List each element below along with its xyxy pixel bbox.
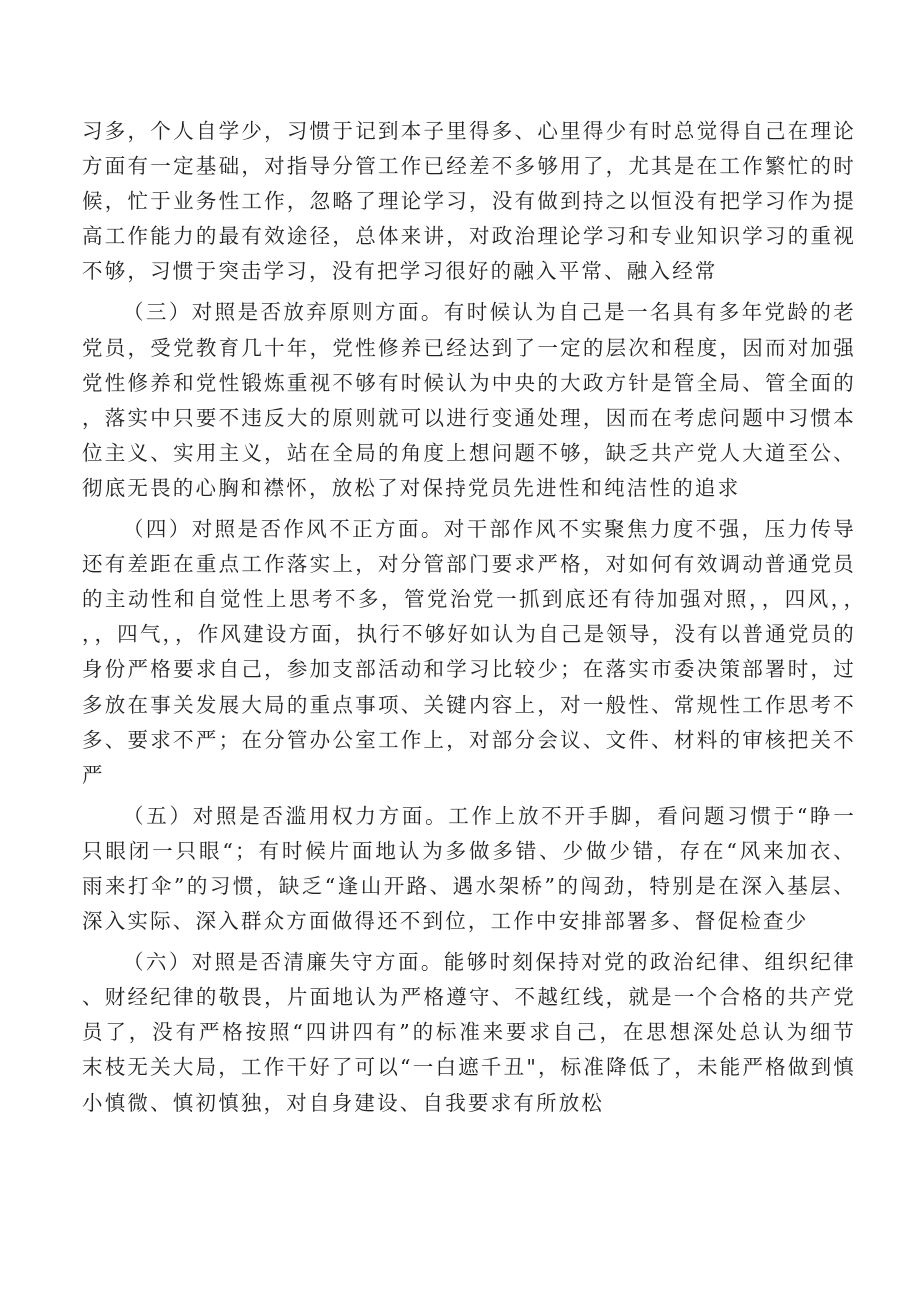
paragraph-work-style: （四）对照是否作风不正方面。对干部作风不实聚焦力度不强，压力传导还有差距在重点工作落实上，对分管部门要求严格，对如何有效调动普通党员的主动性和自觉性上思考不多，管党治党一抓到底还有待加强对照，，四风，，，，四气，，作风建设方面，执行不够好如认为自己是领导，没有以普通党员的身份严格要求自己，参加支部活动和学习比较少；在落实市委决策部署时，过多放在事关发展大局的重点事项、关键内容上，对一般性、常规性工作思考不多、要求不严；在分管办公室工作上，对部分会议、文件、材料的审核把关不严 xyxy=(82,517,856,787)
paragraph-power-use: （五）对照是否滥用权力方面。工作上放不开手脚，看问题习惯于“睁一只眼闭一只眼“；有时候片面地认为多做多错、少做少错，存在“风来加衣、雨来打伞”的习惯，缺乏“逢山开路、遇水架桥”的闯劲，特别是在深入基层、深入实际、深入群众方面做得还不到位，工作中安排部署多、督促检查少 xyxy=(82,803,856,934)
paragraph-study-habits: 习多，个人自学少，习惯于记到本子里得多、心里得少有时总觉得自己在理论方面有一定基础，对指导分管工作已经差不多够用了，尤其是在工作繁忙的时候，忙于业务性工作，忽略了理论学习，没有做到持之以恒没有把学习作为提高工作能力的最有效途径，总体来讲，对政治理论学习和专业知识学习的重视不够，习惯于突击学习，没有把学习很好的融入平常、融入经常 xyxy=(82,119,856,284)
paragraph-integrity: （六）对照是否清廉失守方面。能够时刻保持对党的政治纪律、组织纪律、财经纪律的敬畏，片面地认为严格遵守、不越红线，就是一个合格的共产党员了，没有严格按照“四讲四有”的标准来要求自己，在思想深处总认为细节末枝无关大局，工作干好了可以“一白遮千丑"，标准降低了，未能严格做到慎小慎微、慎初慎独，对自身建设、自我要求有所放松 xyxy=(82,950,856,1115)
document-page xyxy=(82,114,856,1121)
paragraph-principles: （三）对照是否放弃原则方面。有时候认为自己是一名具有多年党龄的老党员，受党教育几十年，党性修养已经达到了一定的层次和程度，因而对加强党性修养和党性锻炼重视不够有时候认为中央的大政方针是管全局、管全面的，落实中只要不违反大的原则就可以进行变通处理，因而在考虑问题中习惯本位主义、实用主义，站在全局的角度上想问题不够，缺乏共产党人大道至公、彻底无畏的心胸和襟怀，放松了对保持党员先进性和纯洁性的追求 xyxy=(82,300,856,500)
